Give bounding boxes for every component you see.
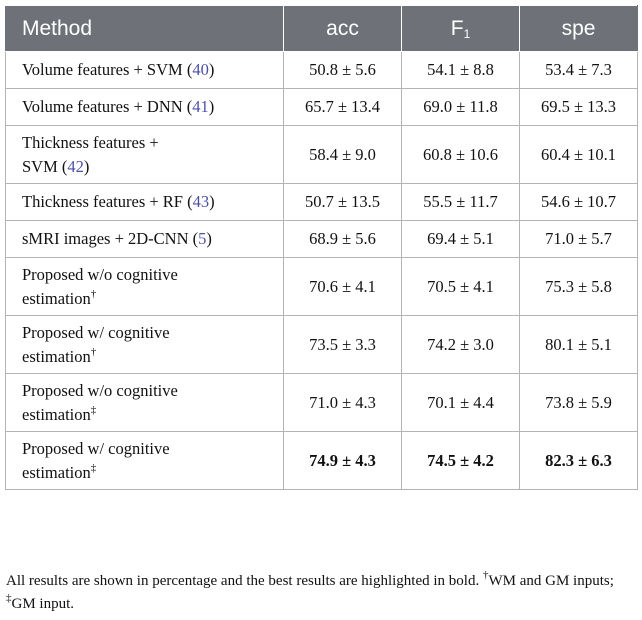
method-text: Thickness features + RF ( [22,192,193,211]
method-text: Volume features + SVM ( [22,60,193,79]
citation-link[interactable]: 41 [192,97,209,116]
acc-cell: 73.5 ± 3.3 [284,316,402,374]
method-text-line1: Proposed w/ cognitive [22,322,170,342]
double-dagger-mark: ‡ [90,461,97,474]
acc-cell: 50.8 ± 5.6 [284,52,402,89]
header-spe: spe [520,6,638,52]
method-text-line1: Proposed w/o cognitive [22,380,178,400]
spe-cell: 75.3 ± 5.8 [520,258,638,316]
table-row [6,258,638,316]
citation-link[interactable]: 42 [67,156,84,176]
method-cell [6,52,284,89]
footnote-text: GM input. [11,596,75,612]
acc-cell: 58.4 ± 9.0 [284,126,402,184]
dagger-mark: † [482,569,489,581]
dagger-mark: † [90,287,97,300]
f1-cell: 70.5 ± 4.1 [402,258,520,316]
method-text-line2: estimation [22,404,91,424]
table-row [6,374,638,432]
f1-cell: 74.2 ± 3.0 [402,316,520,374]
spe-cell: 60.4 ± 10.1 [520,126,638,184]
double-dagger-mark: ‡ [6,592,12,604]
method-cell [6,221,284,258]
method-cell [6,374,284,432]
method-text-line2: estimation [22,346,91,366]
acc-cell-best: 74.9 ± 4.3 [284,432,402,490]
header-f1 [402,6,520,52]
f1-cell: 70.1 ± 4.4 [402,374,520,432]
table-footnote [6,570,634,616]
header-f1-base: F [450,16,464,40]
header-method: Method [6,6,284,52]
method-text: sMRI images + 2D-CNN ( [22,229,199,248]
table-row [6,89,638,126]
acc-cell: 68.9 ± 5.6 [284,221,402,258]
method-text-line1: Proposed w/o cognitive [22,264,178,284]
f1-cell: 54.1 ± 8.8 [402,52,520,89]
results-table-container [5,5,637,490]
f1-cell: 69.4 ± 5.1 [402,221,520,258]
f1-cell: 69.0 ± 11.8 [402,89,520,126]
spe-cell: 69.5 ± 13.3 [520,89,638,126]
citation-link[interactable]: 40 [192,60,209,79]
citation-link[interactable]: 43 [192,192,210,211]
method-text-close: ) [206,229,212,248]
acc-cell: 65.7 ± 13.4 [284,89,402,126]
citation-link[interactable]: 5 [198,229,207,248]
method-text-line1: Thickness features + [22,132,159,152]
method-text-line1: Proposed w/ cognitive [22,438,170,458]
footnote-text: WM and GM inputs; [488,573,614,589]
spe-cell-best: 82.3 ± 6.3 [520,432,638,490]
spe-cell: 80.1 ± 5.1 [520,316,638,374]
acc-cell: 71.0 ± 4.3 [284,374,402,432]
table-header [6,6,638,52]
method-text-line2: estimation [22,288,91,308]
f1-cell: 55.5 ± 11.7 [402,184,520,221]
table-row [6,184,638,221]
header-row [6,6,638,52]
f1-cell: 60.8 ± 10.6 [402,126,520,184]
method-text-line2: SVM ( [22,156,68,176]
table-body [6,52,638,490]
dagger-mark: † [90,345,97,358]
method-text-close: ) [208,60,215,79]
method-text-close: ) [209,192,215,211]
table-row-best [6,432,638,490]
results-table [5,5,638,490]
method-text-close: ) [83,156,90,176]
acc-cell: 70.6 ± 4.1 [284,258,402,316]
table-row [6,126,638,184]
double-dagger-mark: ‡ [90,403,97,416]
method-cell [6,89,284,126]
header-f1-subscript: 1 [463,26,471,41]
method-cell [6,184,284,221]
footnote-text: All results are shown in percentage and the best results are highlighted in bold. [6,573,483,589]
table-row [6,316,638,374]
spe-cell: 73.8 ± 5.9 [520,374,638,432]
method-cell [6,258,284,316]
table-row [6,221,638,258]
spe-cell: 71.0 ± 5.7 [520,221,638,258]
table-row [6,52,638,89]
method-text-line2: estimation [22,462,91,482]
spe-cell: 53.4 ± 7.3 [520,52,638,89]
method-cell [6,432,284,490]
spe-cell: 54.6 ± 10.7 [520,184,638,221]
method-text-close: ) [208,97,215,116]
f1-cell-best: 74.5 ± 4.2 [402,432,520,490]
method-text: Volume features + DNN ( [22,97,193,116]
method-cell [6,126,284,184]
header-acc: acc [284,6,402,52]
acc-cell: 50.7 ± 13.5 [284,184,402,221]
method-cell [6,316,284,374]
